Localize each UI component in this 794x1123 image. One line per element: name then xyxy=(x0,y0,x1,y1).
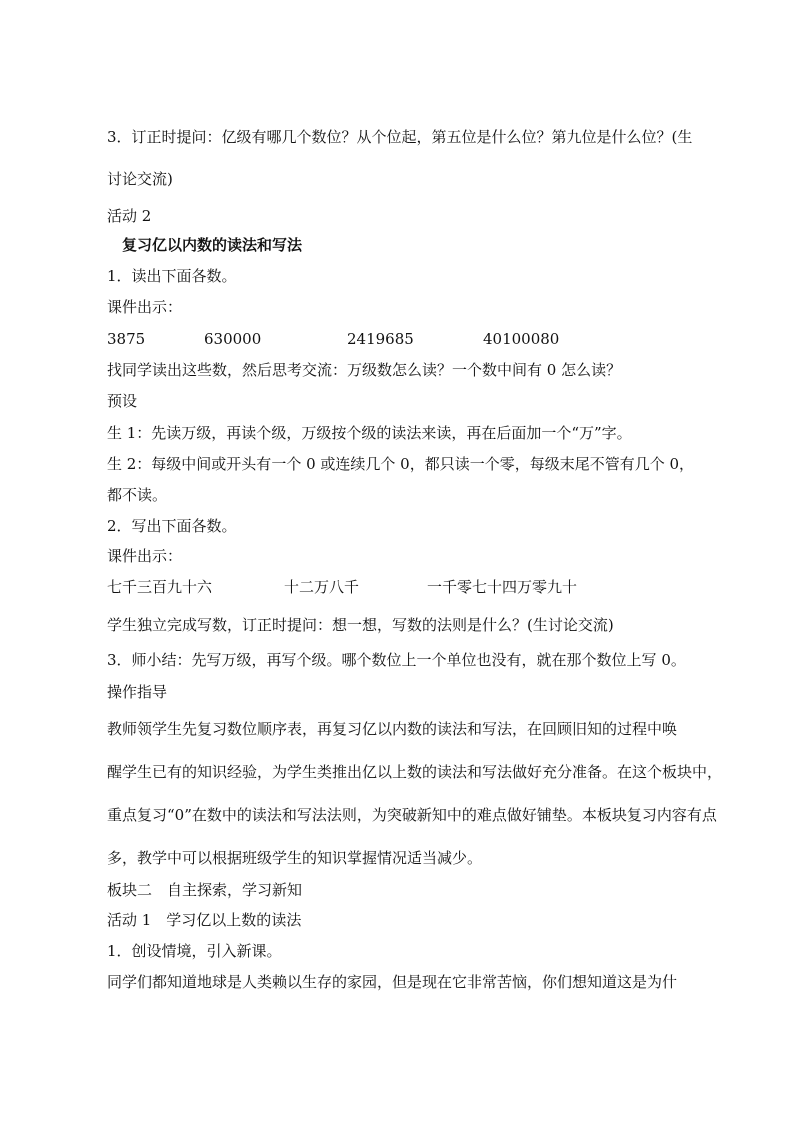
guide-paragraph-2: 醒学生已有的知识经验，为学生类推出亿以上数的读法和写法做好充分准备。在这个板块中， xyxy=(107,763,723,781)
word-number-item: 一千零七十四万零九十 xyxy=(427,578,578,596)
question-2: 学生独立完成写数，订正时提问：想一想，写数的法则是什么？(生讨论交流) xyxy=(107,616,614,634)
activity-2-label: 活动 2 xyxy=(107,207,152,225)
number-item: 2419685 xyxy=(347,330,414,348)
student-1-answer: 生 1：先读万级，再读个级，万级按个级的读法来读，再在后面加一个“万”字。 xyxy=(107,424,632,442)
item-4: 1．创设情境，引入新课。 xyxy=(107,942,282,960)
last-paragraph: 同学们都知道地球是人类赖以生存的家园，但是现在它非常苦恼，你们想知道这是为什 xyxy=(107,973,678,991)
block-2-heading: 板块二 自主探索，学习新知 xyxy=(107,881,303,899)
word-number-item: 十二万八千 xyxy=(284,578,360,596)
line-2: 讨论交流) xyxy=(107,170,173,188)
preset-label: 预设 xyxy=(107,392,138,410)
word-number-item: 七千三百九十六 xyxy=(107,578,213,596)
student-2-answer: 生 2：每级中间或开头有一个 0 或连续几个 0，都只读一个零，每级末尾不管有几个 0， xyxy=(107,455,695,473)
section-heading: 复习亿以内数的读法和写法 xyxy=(122,236,303,254)
line-1: 3．订正时提问：亿级有哪几个数位？从个位起，第五位是什么位？第九位是什么位？(生 xyxy=(107,128,693,146)
number-item: 3875 xyxy=(107,330,146,348)
courseware-label-1: 课件出示： xyxy=(107,298,183,316)
item-1: 1．读出下面各数。 xyxy=(107,267,237,285)
guide-paragraph-3: 重点复习“0”在数中的读法和写法法则，为突破新知中的难点做好铺垫。本板块复习内容有点 xyxy=(107,806,717,824)
guide-label: 操作指导 xyxy=(107,683,168,701)
student-2-answer-cont: 都不读。 xyxy=(107,486,168,504)
number-item: 630000 xyxy=(204,330,262,348)
guide-paragraph-1: 教师领学生先复习数位顺序表，再复习亿以内数的读法和写法，在回顾旧知的过程中唤 xyxy=(107,720,678,738)
courseware-label-2: 课件出示： xyxy=(107,547,183,565)
number-item: 40100080 xyxy=(483,330,560,348)
activity-1-label: 活动 1 学习亿以上数的读法 xyxy=(107,911,302,929)
question-1: 找同学读出这些数，然后思考交流：万级数怎么读？一个数中间有 0 怎么读？ xyxy=(107,361,622,379)
item-2: 2．写出下面各数。 xyxy=(107,517,237,535)
item-3: 3．师小结：先写万级，再写个级。哪个数位上一个单位也没有，就在那个数位上写 0。 xyxy=(107,651,686,669)
guide-paragraph-4: 多，教学中可以根据班级学生的知识掌握情况适当减少。 xyxy=(107,849,483,867)
